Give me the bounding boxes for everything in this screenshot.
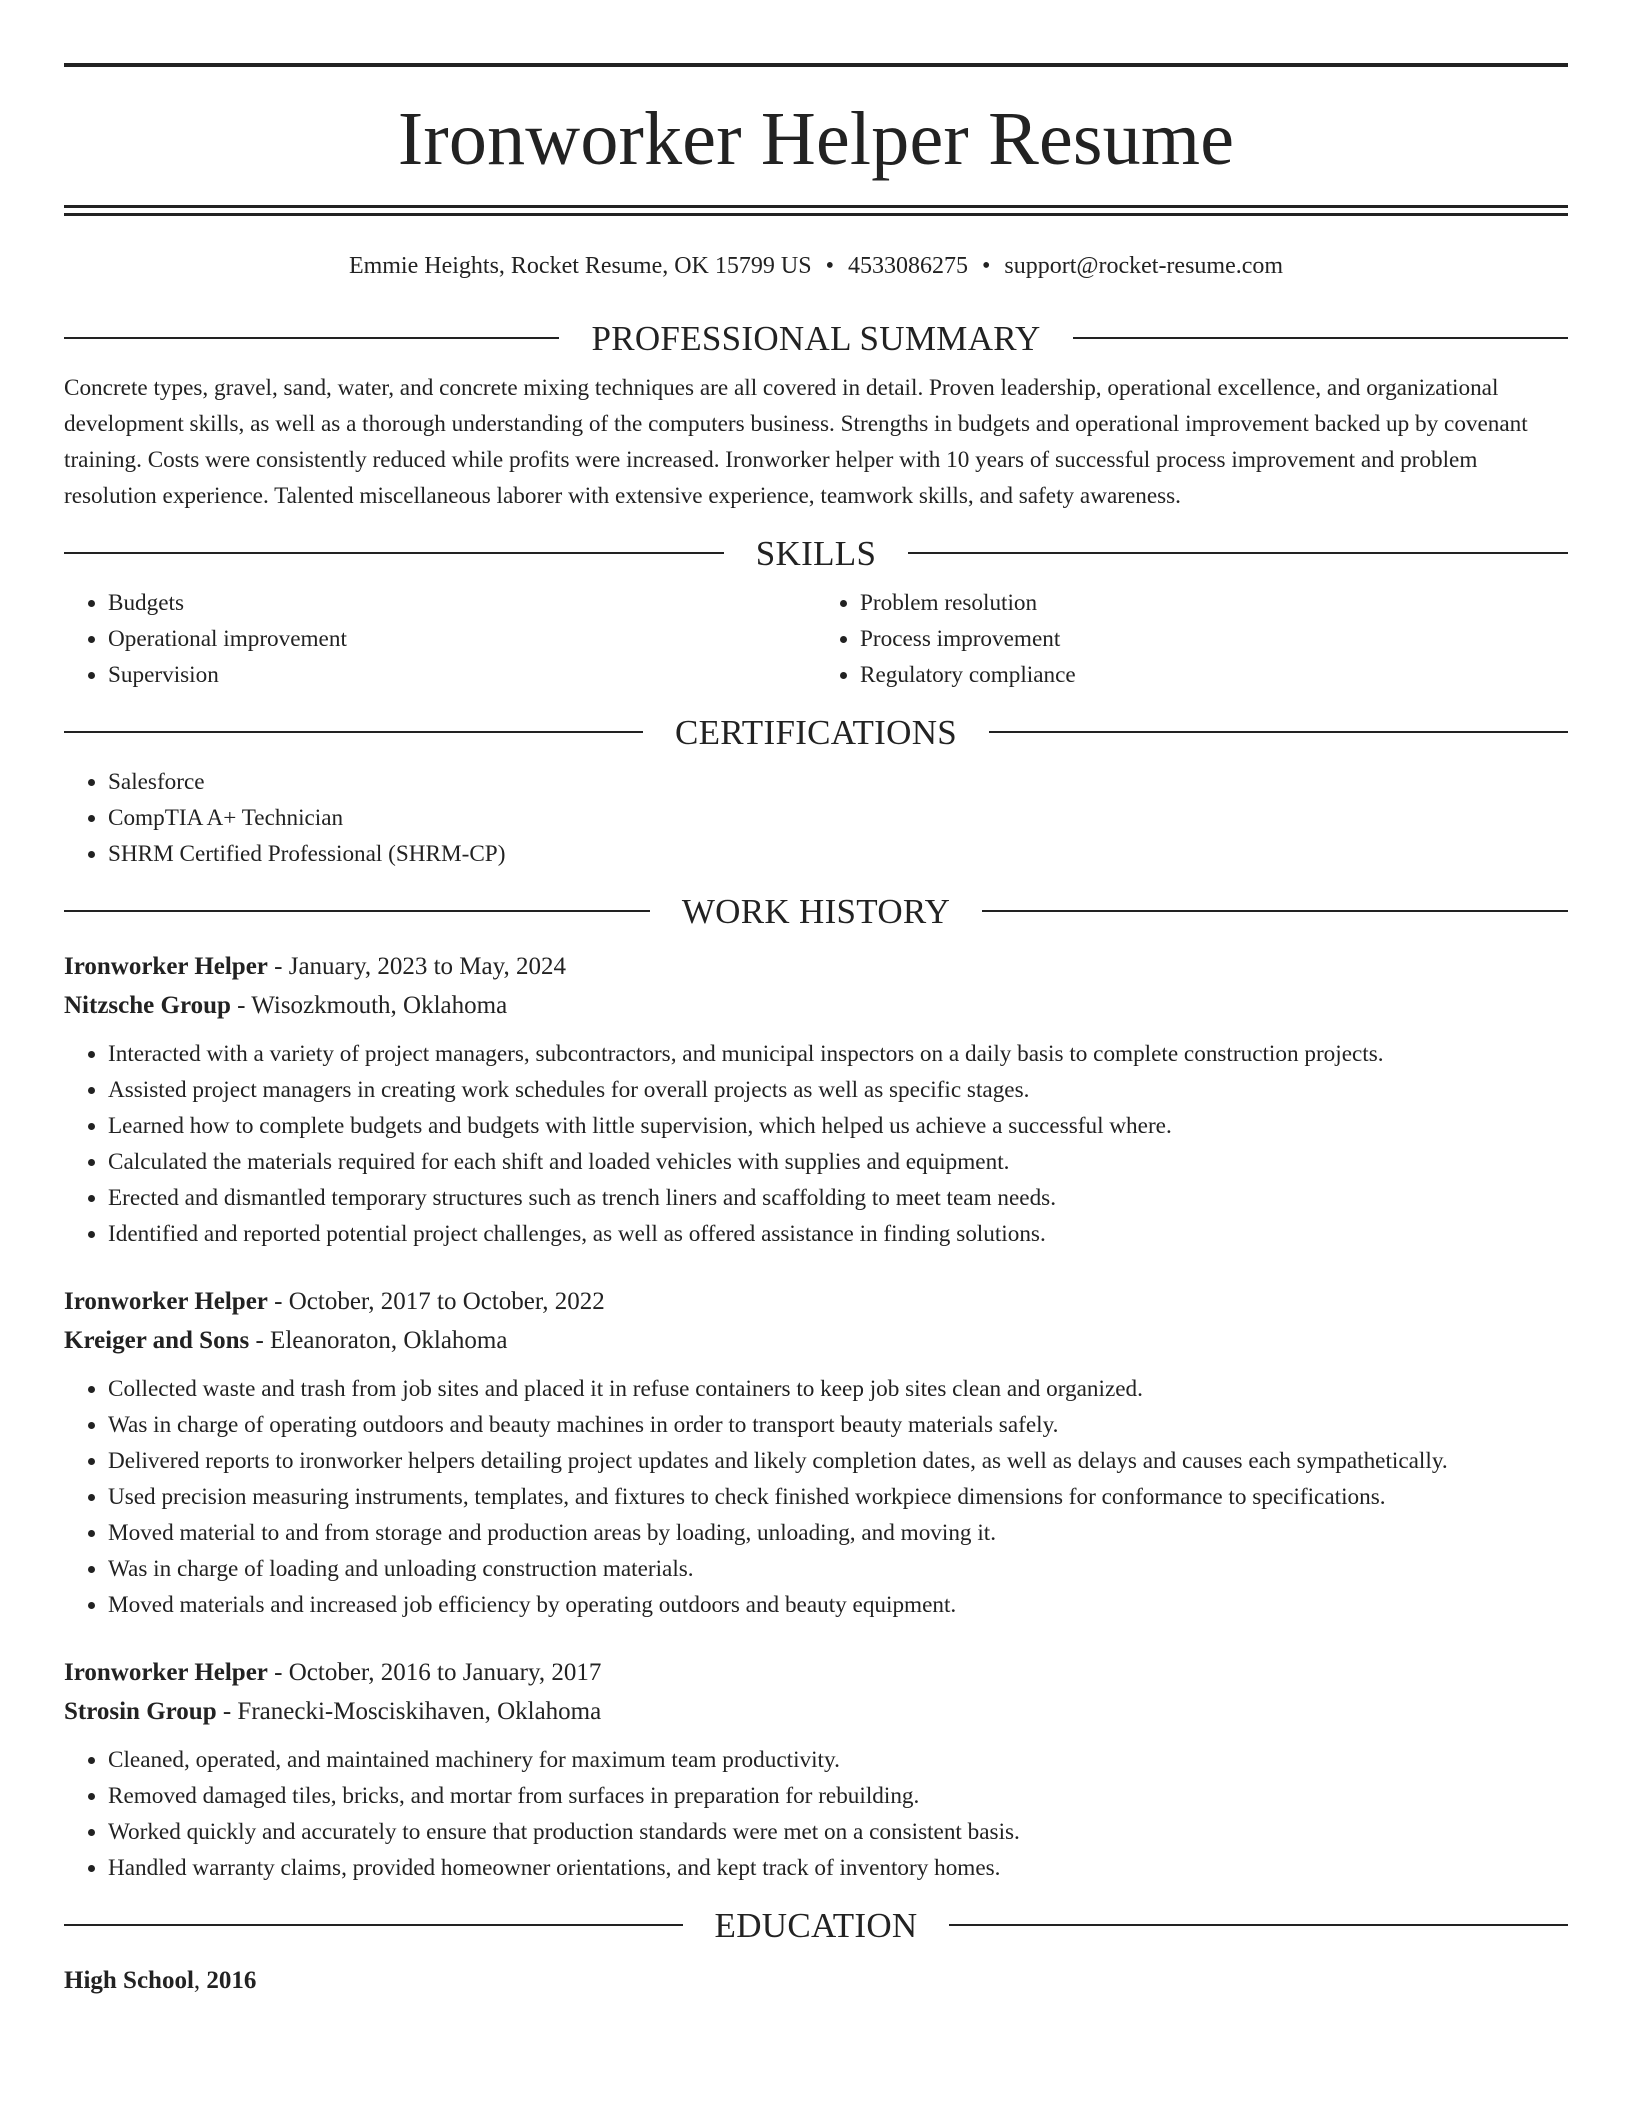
- job-bullet: • Was in charge of operating outdoors and beauty machines in order to transport beauty materials safely.: [108, 1407, 1568, 1443]
- job-bullet: • Cleaned, operated, and maintained machinery for maximum team productivity.: [108, 1742, 1568, 1778]
- section-title-work-history: WORK HISTORY: [681, 891, 951, 931]
- skills-list: [64, 585, 1568, 693]
- job-bullet: • Worked quickly and accurately to ensure that production standards were met on a consistent basis.: [108, 1814, 1568, 1850]
- job-entry: [64, 947, 1568, 1252]
- section-title-summary: PROFESSIONAL SUMMARY: [591, 318, 1041, 358]
- job-dates: - January, 2023 to May, 2024: [267, 952, 567, 980]
- section-rule: [982, 910, 1568, 912]
- section-rule: [64, 910, 650, 912]
- job-company: Kreiger and Sons: [64, 1326, 250, 1354]
- certification-item: • SHRM Certified Professional (SHRM-CP): [108, 836, 1568, 872]
- contact-address: Emmie Heights, Rocket Resume, OK 15799 US: [348, 253, 812, 279]
- section-header-education: [64, 1905, 1568, 1945]
- job-title-line: [64, 1653, 1568, 1692]
- job-bullet: • Moved material to and from storage and production areas by loading, unloading, and moving it.: [108, 1515, 1568, 1551]
- section-rule: [64, 552, 724, 554]
- job-bullet: • Calculated the materials required for each shift and loaded vehicles with supplies and equipment.: [108, 1144, 1568, 1180]
- job-bullet: • Moved materials and increased job efficiency by operating outdoors and beauty equipment.: [108, 1587, 1568, 1623]
- job-location: - Eleanoraton, Oklahoma: [249, 1326, 508, 1354]
- skills-column-left: [64, 585, 816, 693]
- job-location: - Franecki-Mosciskihaven, Oklahoma: [216, 1697, 602, 1725]
- education-separator: ,: [193, 1966, 207, 1994]
- job-dates: - October, 2016 to January, 2017: [267, 1658, 602, 1686]
- job-company: Strosin Group: [64, 1697, 217, 1725]
- job-bullet: • Delivered reports to ironworker helpers detailing project updates and likely completion dates, as well as delays and causes each sympathetically.: [108, 1443, 1568, 1479]
- education-degree: High School: [64, 1966, 194, 1994]
- section-title-certifications: CERTIFICATIONS: [674, 712, 958, 752]
- job-bullet: • Collected waste and trash from job sites and placed it in refuse containers to keep job sites clean and organized.: [108, 1371, 1568, 1407]
- job-entry: [64, 1653, 1568, 1886]
- job-bullet: • Removed damaged tiles, bricks, and mortar from surfaces in preparation for rebuilding.: [108, 1778, 1568, 1814]
- job-bullets: [64, 1371, 1568, 1623]
- section-rule: [1073, 337, 1568, 339]
- job-location: - Wisozkmouth, Oklahoma: [230, 991, 508, 1019]
- job-bullet: • Handled warranty claims, provided homeowner orientations, and kept track of inventory homes.: [108, 1850, 1568, 1886]
- contact-email: support@rocket-resume.com: [1004, 253, 1284, 279]
- section-rule: [64, 1924, 683, 1926]
- job-bullet: • Was in charge of loading and unloading construction materials.: [108, 1551, 1568, 1587]
- skill-item: • Operational improvement: [108, 621, 816, 657]
- certification-item: • CompTIA A+ Technician: [108, 800, 1568, 836]
- job-company-line: [64, 1321, 1568, 1360]
- section-header-certifications: [64, 712, 1568, 752]
- top-rule: [64, 63, 1568, 67]
- section-rule: [64, 731, 643, 733]
- job-title: Ironworker Helper: [64, 952, 268, 980]
- section-rule: [64, 337, 559, 339]
- skill-item: • Regulatory compliance: [860, 657, 1568, 693]
- job-dates: - October, 2017 to October, 2022: [267, 1287, 605, 1315]
- education-entry: [64, 1961, 1568, 2000]
- education-line: [64, 1961, 1568, 2000]
- contact-line: [64, 252, 1568, 281]
- section-rule: [989, 731, 1568, 733]
- section-rule: [949, 1924, 1568, 1926]
- skill-item: • Problem resolution: [860, 585, 1568, 621]
- job-bullet: • Interacted with a variety of project managers, subcontractors, and municipal inspectors on a daily basis to complete construction projects.: [108, 1036, 1568, 1072]
- job-bullet: • Assisted project managers in creating work schedules for overall projects as well as specific stages.: [108, 1072, 1568, 1108]
- job-bullet: • Used precision measuring instruments, templates, and fixtures to check finished workpiece dimensions for conformance to specifications.: [108, 1479, 1568, 1515]
- contact-separator: •: [981, 253, 991, 279]
- job-title-line: [64, 1282, 1568, 1321]
- job-bullet: • Erected and dismantled temporary structures such as trench liners and scaffolding to meet team needs.: [108, 1180, 1568, 1216]
- job-title-line: [64, 947, 1568, 986]
- contact-phone: 4533086275: [847, 253, 968, 279]
- skill-item: • Process improvement: [860, 621, 1568, 657]
- section-header-skills: [64, 533, 1568, 573]
- skill-item: • Supervision: [108, 657, 816, 693]
- job-title: Ironworker Helper: [64, 1658, 268, 1686]
- education-year: 2016: [206, 1966, 257, 1994]
- skills-column-right: [816, 585, 1568, 693]
- title-double-rule: [64, 205, 1568, 216]
- section-title-skills: SKILLS: [755, 533, 877, 573]
- contact-separator: •: [825, 253, 834, 279]
- job-title: Ironworker Helper: [64, 1287, 268, 1315]
- job-bullet: • Learned how to complete budgets and budgets with little supervision, which helped us achieve a successful where.: [108, 1108, 1568, 1144]
- job-entry: [64, 1282, 1568, 1623]
- job-bullets: [64, 1742, 1568, 1886]
- section-header-work-history: [64, 891, 1568, 931]
- summary-text: Concrete types, gravel, sand, water, and concrete mixing techniques are all covered in detail. Proven leadership, operational excellence, and organizational development skills, as well as a thorough understanding of the computers business. Strengths in budgets and operational improvement backed up by covenant training. Costs were consistently reduced while profits were increased. Ironworker helper with 10 years of successful process improvement and problem resolution experience. Talented miscellaneous laborer with extensive experience, teamwork skills, and safety awareness.: [64, 374, 1528, 509]
- job-bullets: [64, 1036, 1568, 1252]
- section-rule: [908, 552, 1568, 554]
- resume-title: Ironworker Helper Resume: [397, 97, 1235, 181]
- job-company-line: [64, 1692, 1568, 1731]
- skill-item: • Budgets: [108, 585, 816, 621]
- certification-item: • Salesforce: [108, 764, 1568, 800]
- section-header-summary: [64, 318, 1568, 358]
- job-bullet: • Identified and reported potential project challenges, as well as offered assistance in finding solutions.: [108, 1216, 1568, 1252]
- job-company: Nitzsche Group: [64, 991, 231, 1019]
- certifications-list: [64, 764, 1568, 872]
- section-title-education: EDUCATION: [714, 1905, 918, 1945]
- job-company-line: [64, 986, 1568, 1025]
